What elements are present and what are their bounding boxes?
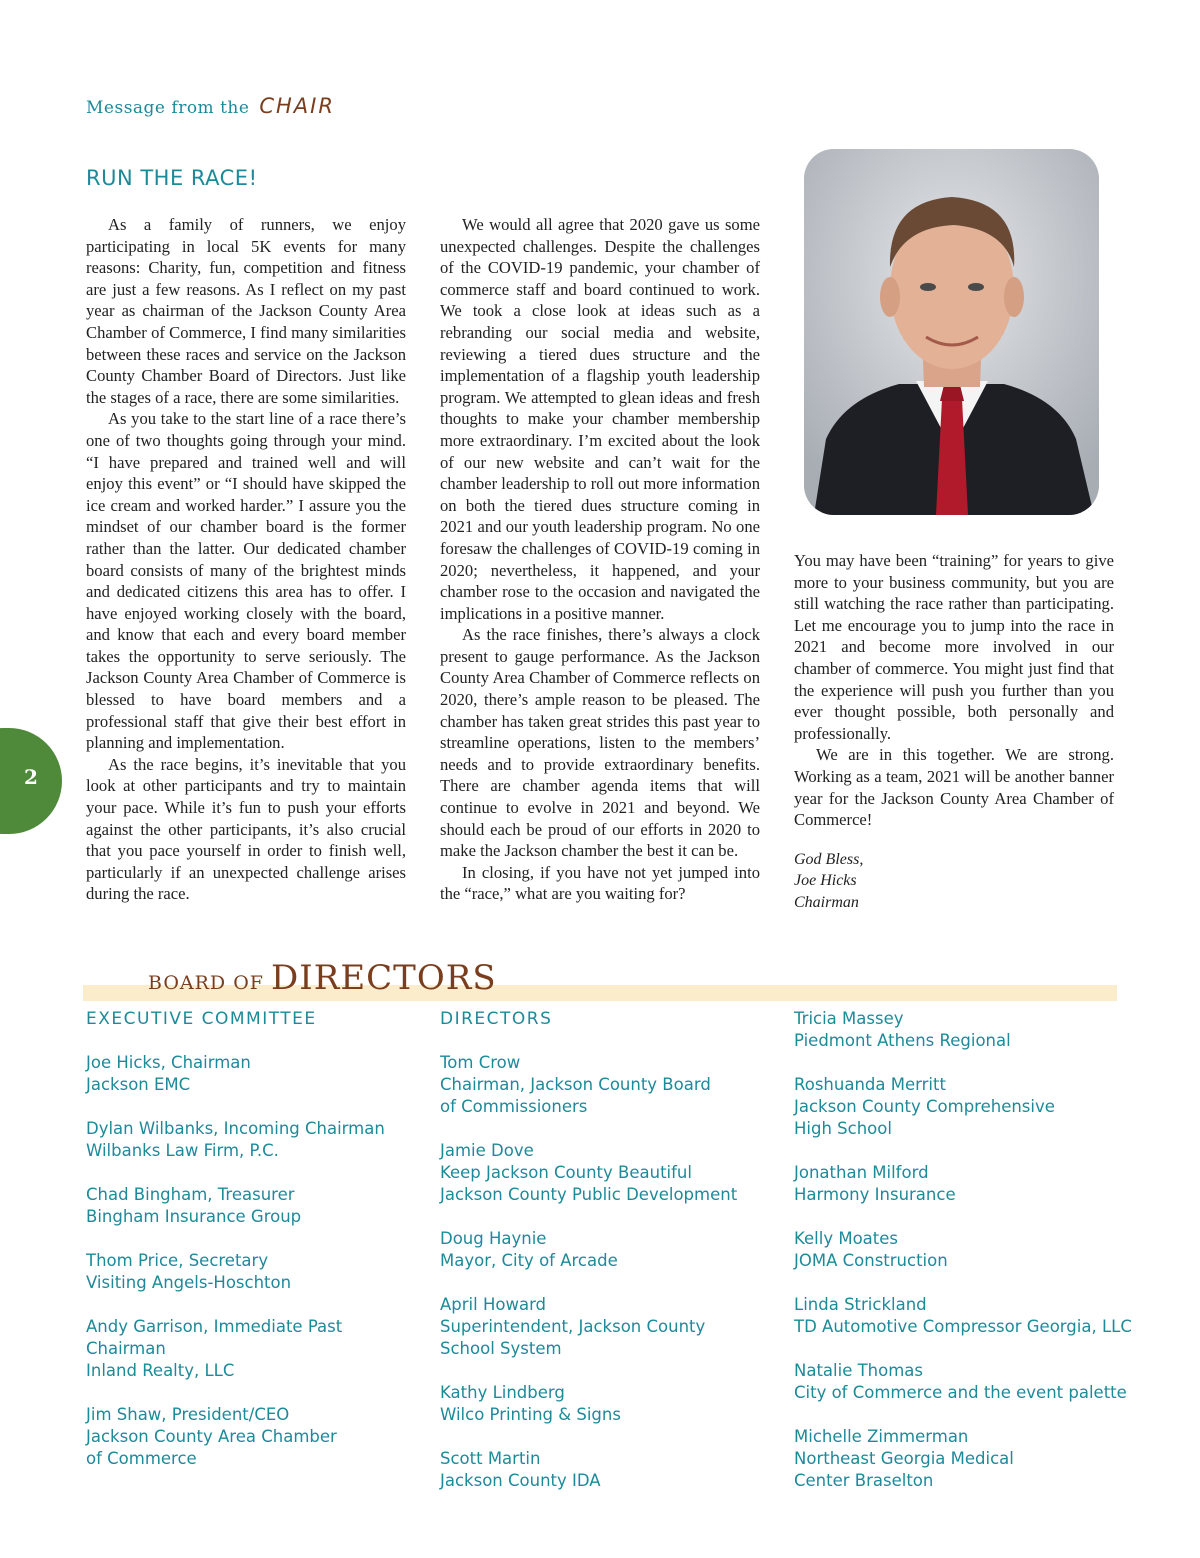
member-name: Michelle Zimmerman xyxy=(794,1427,969,1446)
paragraph: As you take to the start line of a race there’s one of two thoughts going through your mind. “I have prepared and trained well and will enjoy this event” or “I should have skipped the ice cream and worked harder.” I assure you the mindset of our chamber board is the former rather than the latter. Our dedicated chamber board consists of many of the brightest minds and dedicated citizens this area has to offer. I have enjoyed working closely with the board, and know that each and every board member takes the opportunity to serve seriously. The Jackson County Area Chamber of Commerce is blessed to have board members and a professional staff that give their best effort in planning and implementation. xyxy=(86,409,406,753)
member-org: TD Automotive Compressor Georgia, LLC xyxy=(794,1317,1132,1336)
paragraph: As the race begins, it’s inevitable that you look at other participants and try to maintain your pace. While it’s fun to push your efforts against the other participants, it’s also crucial that you pace yourself in order to finish well, particularly if an unexpected challenge arises during the race. xyxy=(86,754,406,904)
member-name: Tom Crow xyxy=(440,1053,521,1072)
list-item xyxy=(440,1228,770,1272)
signature-block xyxy=(794,849,1114,914)
member-name: Jamie Dove xyxy=(440,1141,534,1160)
member-name: Natalie Thomas xyxy=(794,1361,924,1380)
member-name: Kelly Moates xyxy=(794,1229,898,1248)
member-org: Piedmont Athens Regional xyxy=(794,1031,1011,1050)
member-org: Jackson EMC xyxy=(86,1075,191,1094)
list-item xyxy=(440,1448,770,1492)
member-org: Bingham Insurance Group xyxy=(86,1207,302,1226)
member-name: Thom Price, Secretary xyxy=(86,1251,269,1270)
list-item xyxy=(86,1118,416,1162)
member-org: Chairman, Jackson County Board of Commissioners xyxy=(440,1075,711,1116)
list-item xyxy=(794,1074,1084,1140)
member-org: Inland Realty, LLC xyxy=(86,1361,235,1380)
member-org: Jackson County Area Chamber of Commerce xyxy=(86,1427,337,1468)
member-org: Visiting Angels-Hoschton xyxy=(86,1273,292,1292)
header-section: CHAIR xyxy=(259,94,335,118)
list-item xyxy=(86,1404,346,1470)
member-org-secondary: Jackson County Public Development xyxy=(440,1185,738,1204)
list-item xyxy=(794,1360,1134,1404)
member-org: Northeast Georgia Medical Center Braselton xyxy=(794,1449,1014,1490)
list-item xyxy=(794,1162,1134,1206)
board-title-small: BOARD OF xyxy=(148,972,264,994)
list-item xyxy=(440,1052,720,1118)
paragraph: We are in this together. We are strong. Working as a team, 2021 will be another banner year for the Jackson County Area Chamber of Commerce! xyxy=(794,745,1114,830)
header-prefix: Message from the xyxy=(86,98,250,118)
board-title-big: DIRECTORS xyxy=(271,958,497,998)
portrait-illustration xyxy=(804,149,1099,515)
member-name: Andy Garrison, Immediate Past Chairman xyxy=(86,1317,343,1358)
member-name: Chad Bingham, Treasurer xyxy=(86,1185,295,1204)
member-name: Doug Haynie xyxy=(440,1229,547,1248)
directors-heading: DIRECTORS xyxy=(440,1009,553,1029)
executive-committee-column xyxy=(86,1008,416,1492)
member-name: Kathy Lindberg xyxy=(440,1383,565,1402)
list-item xyxy=(440,1140,770,1206)
page-number: 2 xyxy=(24,765,38,789)
executive-heading: EXECUTIVE COMMITTEE xyxy=(86,1009,317,1029)
signature-closing: God Bless, xyxy=(794,850,864,868)
list-item xyxy=(86,1052,416,1096)
member-org: Wilbanks Law Firm, P.C. xyxy=(86,1141,279,1160)
member-name: Roshuanda Merritt xyxy=(794,1075,946,1094)
paragraph: We would all agree that 2020 gave us some unexpected challenges. Despite the challenges of the COVID-19 pandemic, your chamber of commerce staff and board continued to work. We took a close look at ideas such as a rebranding our social media and website, reviewing a tiered dues structure and the implementation of a flagship youth leadership program. We attempted to glean ideas and fresh thoughts to make your chamber membership more extraordinary. I’m excited about the look of our new website and can’t wait for the chamber leadership to roll out more information on both the tiered dues structure coming in 2021 and our youth leadership program. No one foresaw the challenges of COVID-19 coming in 2020; nevertheless, it happened, and your chamber rose to the occasion and navigated the implications in a positive manner. xyxy=(440,215,760,623)
member-name: Dylan Wilbanks, Incoming Chairman xyxy=(86,1119,385,1138)
member-name: Joe Hicks, Chairman xyxy=(86,1053,251,1072)
paragraph: As the race finishes, there’s always a clock present to gauge performance. As the Jackson County Area Chamber of Commerce reflects on 2020, there’s ample reason to be pleased. The chamber has taken great strides this past year to streamline operations, listen to the members’ needs and to provide extraordinary benefits. There are chamber agenda items that will continue to evolve in 2021 and beyond. We should each be proud of our efforts in 2020 to make the Jackson chamber the best it can be. xyxy=(440,625,760,861)
member-name: Jonathan Milford xyxy=(794,1163,929,1182)
member-org: Jackson County IDA xyxy=(440,1471,601,1490)
member-name: Linda Strickland xyxy=(794,1295,927,1314)
signature-name: Joe Hicks xyxy=(794,872,857,890)
letter-column-1 xyxy=(86,214,406,905)
list-item xyxy=(86,1184,416,1228)
member-org: Harmony Insurance xyxy=(794,1185,956,1204)
directors-column-1 xyxy=(440,1008,770,1514)
member-name: Scott Martin xyxy=(440,1449,541,1468)
member-name: April Howard xyxy=(440,1295,547,1314)
member-org: Keep Jackson County Beautiful xyxy=(440,1163,692,1182)
list-item xyxy=(794,1228,1134,1272)
member-name: Jim Shaw, President/CEO xyxy=(86,1405,290,1424)
paragraph: You may have been “training” for years to give more to your business community, but you are still watching the race rather than participating. Let me encourage you to jump into the race in 2021 and become more involved in our chamber of commerce. You might just find that the experience will push you further than you ever thought possible, both personally and professionally. xyxy=(794,551,1114,743)
signature-title: Chairman xyxy=(794,893,859,911)
list-item xyxy=(86,1250,416,1294)
member-org: City of Commerce and the event palette xyxy=(794,1383,1127,1402)
directors-column-2 xyxy=(794,1008,1134,1514)
board-title xyxy=(148,958,497,998)
page-title: RUN THE RACE! xyxy=(86,166,258,190)
paragraph: As a family of runners, we enjoy participating in local 5K events for many reasons: Charity, fun, competition and fitness are just a few reasons. As I reflect on my past year as chairman of the Jackson County Area Chamber of Commerce, I find many similarities between these races and service on the Jackson County Chamber Board of Directors. Just like the stages of a race, there are some similarities. xyxy=(86,215,406,407)
member-org: Wilco Printing & Signs xyxy=(440,1405,621,1424)
chairman-portrait xyxy=(804,149,1099,515)
member-org: Jackson County Comprehensive High School xyxy=(794,1097,1055,1138)
letter-column-2 xyxy=(440,214,760,905)
list-item xyxy=(86,1316,416,1382)
letter-column-3 xyxy=(794,550,1114,914)
list-item xyxy=(794,1294,1134,1338)
list-item xyxy=(440,1294,740,1360)
list-item xyxy=(794,1426,1064,1492)
paragraph: In closing, if you have not yet jumped into the “race,” what are you waiting for? xyxy=(440,862,760,904)
member-org: JOMA Construction xyxy=(794,1251,948,1270)
member-name: Tricia Massey xyxy=(794,1009,904,1028)
section-header xyxy=(86,94,335,118)
member-org: Superintendent, Jackson County School System xyxy=(440,1317,706,1358)
member-org: Mayor, City of Arcade xyxy=(440,1251,618,1270)
list-item xyxy=(440,1382,770,1426)
list-item xyxy=(794,1008,1134,1052)
